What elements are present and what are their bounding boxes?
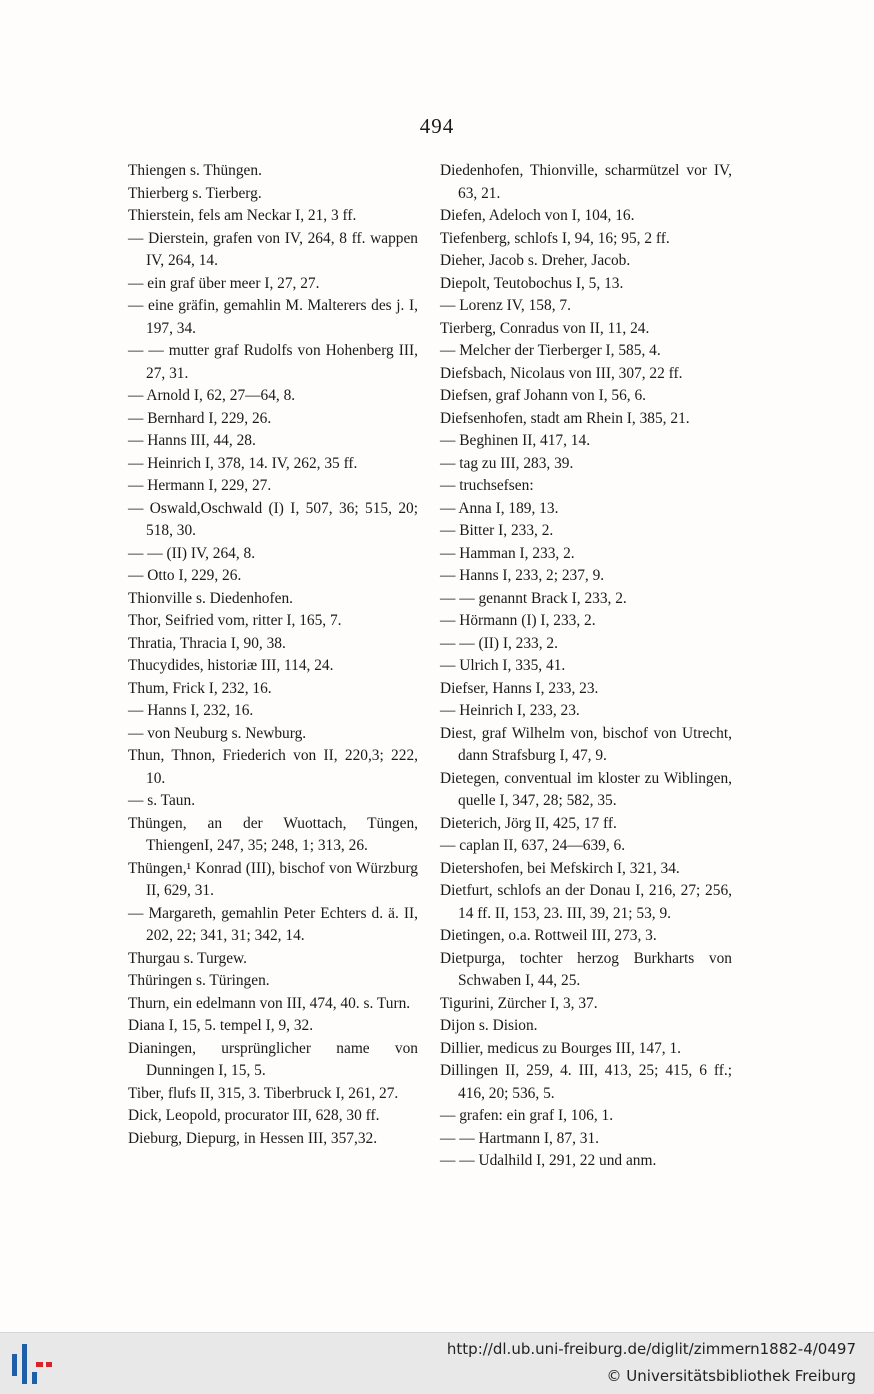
index-entry: — Ulrich I, 335, 41. (440, 657, 566, 674)
index-entry: Thüngen, an der Wuottach, Tüngen, ThiengenI, 247, 35; 248, 1; 313, 26. (128, 814, 418, 854)
index-entry: Dijon s. Dision. (440, 1017, 538, 1034)
index-entry: — ein graf über meer I, 27, 27. (128, 274, 320, 292)
index-column-right (440, 160, 732, 1173)
index-entry: — — mutter graf Rudolfs von Hohenberg III, 27, 31. (128, 342, 418, 382)
ub-freiburg-logo-icon[interactable] (6, 1340, 54, 1388)
index-entry: Diefsen, graf Johann von I, 56, 6. (440, 387, 647, 404)
index-entry: — Heinrich I, 233, 23. (440, 702, 580, 719)
index-column-left (128, 160, 418, 1150)
index-entry: Thor, Seifried vom, ritter I, 165, 7. (128, 612, 342, 629)
index-entry: — truchsefsen: (440, 477, 534, 494)
index-entry: Diefser, Hanns I, 233, 23. (440, 679, 599, 697)
index-entry: — Lorenz IV, 158, 7. (440, 297, 571, 314)
index-entry: Dianingen, ursprünglicher name von Dunningen I, 15, 5. (128, 1039, 418, 1079)
index-entry: — Hanns III, 44, 28. (128, 432, 256, 449)
index-entry: Diedenhofen, Thionville, scharmützel vor IV, 63, 21. (440, 162, 732, 202)
index-entry: — — Hartmann I, 87, 31. (440, 1129, 600, 1147)
index-entry: Thratia, Thracia I, 90, 38. (128, 634, 286, 652)
index-entry: — — Udalhild I, 291, 22 und anm. (440, 1152, 657, 1169)
copyright-holder: Universitätsbibliothek Freiburg (626, 1367, 856, 1385)
index-entry: — Hanns I, 232, 16. (128, 702, 254, 719)
index-entry: Dillier, medicus zu Bourges III, 147, 1. (440, 1039, 682, 1057)
index-entry: — Hanns I, 233, 2; 237, 9. (440, 567, 605, 584)
index-entry: Thionville s. Diedenhofen. (128, 589, 293, 607)
index-entry: — Hamman I, 233, 2. (440, 544, 575, 562)
index-entry: Dieterich, Jörg II, 425, 17 ff. (440, 814, 617, 832)
page-number: 494 (419, 114, 455, 138)
index-entry: — s. Taun. (128, 792, 196, 809)
index-entry: Dieher, Jacob s. Dreher, Jacob. (440, 252, 631, 269)
copyright-notice (607, 1367, 856, 1385)
index-entry: Thüngen,¹ Konrad (III), bischof von Würzburg II, 629, 31. (128, 859, 418, 899)
index-entry: Dietfurt, schlofs an der Donau I, 216, 27; 256, 14 ff. II, 153, 23. III, 39, 21; 53, 9. (440, 882, 732, 922)
index-entry: Diefsenhofen, stadt am Rhein I, 385, 21. (440, 409, 690, 427)
index-entry: — — (II) IV, 264, 8. (128, 544, 256, 562)
index-entry: — Margareth, gemahlin Peter Echters d. ä. II, 202, 22; 341, 31; 342, 14. (128, 904, 418, 944)
index-entry: Tiber, flufs II, 315, 3. Tiberbruck I, 261, 27. (128, 1084, 399, 1102)
index-entry: Thierberg s. Tierberg. (128, 184, 262, 202)
index-entry: Tierberg, Conradus von II, 11, 24. (440, 319, 650, 337)
index-entry: Thucydides, historiæ III, 114, 24. (128, 657, 334, 674)
index-entry: — Beghinen II, 417, 14. (440, 432, 591, 449)
copyright-symbol: © (606, 1367, 622, 1385)
index-entry: Tiefenberg, schlofs I, 94, 16; 95, 2 ff. (440, 229, 670, 247)
index-entry: — von Neuburg s. Newburg. (128, 724, 307, 742)
index-entry: — Heinrich I, 378, 14. IV, 262, 35 ff. (128, 454, 358, 472)
index-entry: — tag zu III, 283, 39. (440, 454, 574, 472)
index-entry: Diana I, 15, 5. tempel I, 9, 32. (128, 1017, 314, 1034)
index-entry: Dillingen II, 259, 4. III, 413, 25; 415, 6 ff.; 416, 20; 536, 5. (440, 1062, 732, 1102)
index-entry: Diefsbach, Nicolaus von III, 307, 22 ff. (440, 364, 683, 382)
index-entry: — caplan II, 637, 24—639, 6. (440, 837, 626, 854)
index-entry: Dietpurga, tochter herzog Burkharts von Schwaben I, 44, 25. (440, 949, 732, 989)
index-entry: Thüringen s. Türingen. (128, 972, 270, 989)
index-entry: — Hörmann (I) I, 233, 2. (440, 612, 596, 629)
index-entry: Thiengen s. Thüngen. (128, 162, 262, 179)
index-entry: — Bernhard I, 229, 26. (128, 409, 272, 427)
index-entry: — Melcher der Tierberger I, 585, 4. (440, 342, 661, 359)
index-entry: — Dierstein, grafen von IV, 264, 8 ff. wappen IV, 264, 14. (128, 229, 418, 269)
index-entry: Dieburg, Diepurg, in Hessen III, 357,32. (128, 1129, 378, 1147)
index-entry: — Arnold I, 62, 27—64, 8. (128, 387, 296, 404)
index-entry: Dietershofen, bei Mefskirch I, 321, 34. (440, 859, 680, 877)
index-entry: — Otto I, 229, 26. (128, 567, 242, 584)
index-entry: Thurgau s. Turgew. (128, 949, 248, 967)
index-entry: Dick, Leopold, procurator III, 628, 30 ff. (128, 1107, 380, 1124)
index-entry: — Anna I, 189, 13. (440, 499, 559, 517)
permalink-url[interactable]: http://dl.ub.uni-freiburg.de/diglit/zimmern1882-4/0497 (446, 1340, 856, 1358)
index-entry: — Hermann I, 229, 27. (128, 477, 272, 494)
index-entry: — grafen: ein graf I, 106, 1. (440, 1107, 614, 1124)
index-entry: Diefen, Adeloch von I, 104, 16. (440, 207, 635, 224)
index-entry: Thierstein, fels am Neckar I, 21, 3 ff. (128, 207, 357, 224)
viewer-footer (0, 1332, 874, 1394)
index-entry: — — genannt Brack I, 233, 2. (440, 589, 627, 607)
index-entry: — Oswald,Oschwald (I) I, 507, 36; 515, 20; 518, 30. (128, 499, 418, 539)
index-entry: — — (II) I, 233, 2. (440, 634, 558, 652)
index-entry: — Bitter I, 233, 2. (440, 522, 554, 539)
index-entry: Diepolt, Teutobochus I, 5, 13. (440, 274, 624, 292)
index-entry: Dietegen, conventual im kloster zu Wiblingen, quelle I, 347, 28; 582, 35. (440, 769, 732, 809)
index-entry: Thurn, ein edelmann von III, 474, 40. s. Turn. (128, 994, 411, 1012)
index-entry: Thun, Thnon, Friederich von II, 220,3; 222, 10. (128, 747, 418, 787)
index-entry: Thum, Frick I, 232, 16. (128, 679, 272, 697)
index-entry: Dietingen, o.a. Rottweil III, 273, 3. (440, 927, 657, 944)
index-entry: Diest, graf Wilhelm von, bischof von Utrecht, dann Strafsburg I, 47, 9. (440, 724, 732, 764)
index-entry: — eine gräfin, gemahlin M. Malterers des j. I, 197, 34. (128, 297, 418, 337)
index-entry: Tigurini, Zürcher I, 3, 37. (440, 994, 598, 1012)
